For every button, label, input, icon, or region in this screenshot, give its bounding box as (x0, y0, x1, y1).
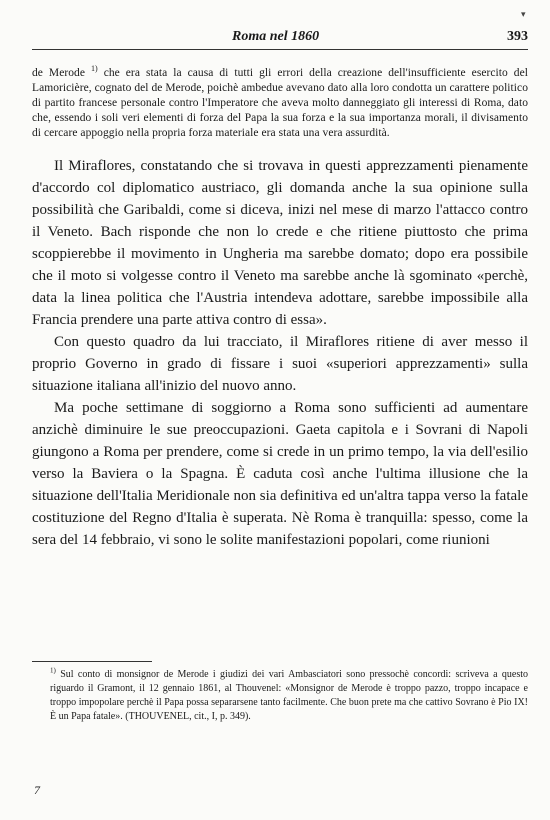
paragraph: Il Miraflores, constatando che si trovava in questi apprezzamenti pienamente d'accordo col diplomatico austriaco, gli domanda anche la sua opinione sulla possibilità che Garibaldi, come si diceva, inizi nel mese di marzo l'attacco contro il Veneto. Bach risponde che non lo crede e che ritiene piuttosto che prima scoppierebbe il movimento in Ungheria ma sarebbe domato; dopo era possibile che il moto si volgesse contro il Veneto ma sarebbe anche là sgominato «perchè, data la linea politica che l'Austria intendeva adottare, sarebbe impossibile alla Francia prendere una parte attiva contro di essa». (32, 158, 528, 328)
page-header (32, 27, 528, 50)
footnote (32, 668, 528, 724)
running-title: Roma nel 1860 (232, 29, 320, 44)
footnote-body (32, 668, 528, 724)
paragraph: Con questo quadro da lui tracciato, il Miraflores ritiene di aver messo il proprio Governo in grado di fissare i suoi «superiori apprezzamenti» sulla situazione italiana all'inizio del nuovo anno. (32, 334, 528, 394)
signature-mark: 7 (34, 783, 40, 797)
paragraph-text: che era stata la causa di tutti gli errori della creazione dell'insufficiente esercito del Lamoricière, cognato del de Merode, poichè ambedue avevano dato alla loro condotta un carattere politico di partito francese personale contro l'Imperatore che aveva molto danneggiato gli interessi di Roma, dato che, essendo i soli veri elementi di forza del Papa la sua forza e la sua importanza morali, il divisamento di cercare appoggio nella propria forza materiale era stata una vera assurdità. (32, 67, 528, 139)
paragraph: Ma poche settimane di soggiorno a Roma sono sufficienti ad aumentare anzichè diminuire le sue preoccupazioni. Gaeta capitola e i Sovrani di Napoli giungono a Roma per prendere, come si crede in un primo tempo, la via dell'esilio verso la Baviera o la Spagna. È caduta così anche l'ultima illusione che la situazione dell'Italia Meridionale non sia definitiva ed un'altra tappa verso la fatale costituzione del Regno d'Italia è superata. Nè Roma è tranquilla: spesso, come la sera del 14 febbraio, vi sono le solite manifestazioni popolari, come riunioni (32, 400, 528, 548)
corner-mark: ▾ (521, 10, 526, 20)
footnote-reference[interactable]: 1) (90, 64, 98, 74)
paragraph-gap (32, 141, 528, 155)
footnote-number: 1) (50, 666, 56, 675)
footnote-rule (32, 661, 152, 662)
page-number: 393 (507, 29, 528, 44)
paragraph-continued (32, 66, 528, 141)
footnote-text: Sul conto di monsignor de Merode i giudizi dei vari Ambasciatori sono pressochè concordi: scriveva a questo riguardo il Gramont, il 12 gennaio 1861, al Thouvenel: «Monsignor de Merode è troppo pazzo, troppo incapace e troppo impopolare perchè il Papa possa separarsene tanto facilmente. Che buon prete ma che cattivo Sovrano è Pio IX! È un Papa fatale». (THOUVENEL, cit., I, p. 349). (50, 669, 528, 722)
body-text (32, 66, 528, 551)
paragraph-lead-in: de Merode (32, 67, 91, 79)
